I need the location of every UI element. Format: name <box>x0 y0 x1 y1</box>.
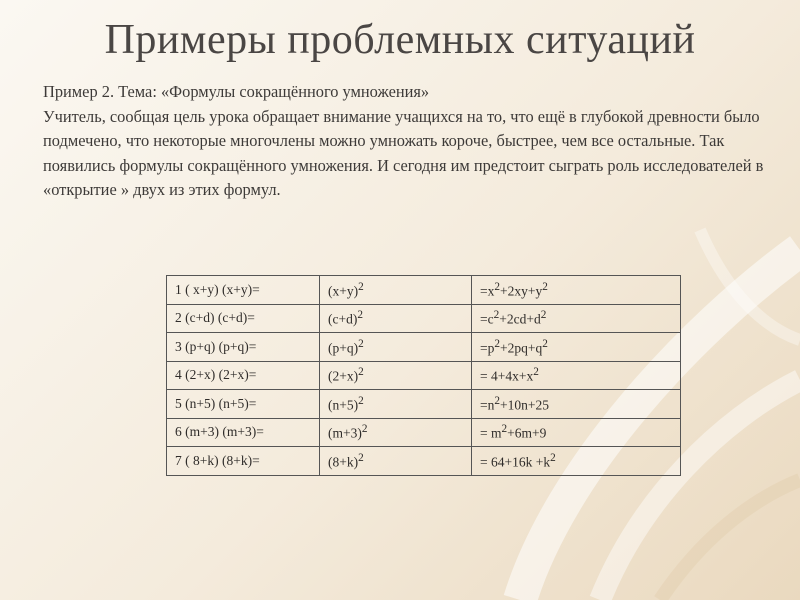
formula-table <box>166 275 681 476</box>
cell-expression: 3 (p+q) (p+q)= <box>167 333 320 362</box>
table-row <box>167 361 681 390</box>
exponent: 2 <box>358 280 364 293</box>
table-row <box>167 276 681 305</box>
exponent: 2 <box>493 309 500 321</box>
cell-expression: 1 ( x+y) (x+y)= <box>167 276 320 305</box>
table-row <box>167 447 681 476</box>
slide-title: Примеры проблемных ситуаций <box>104 17 696 63</box>
cell-square: $(2+x)^2$ <box>320 361 472 390</box>
cell-expression: 2 (c+d) (c+d)= <box>167 304 320 333</box>
exponent: 2 <box>494 280 500 293</box>
cell-expansion: = $m^2+6m+9$ <box>472 418 681 447</box>
cell-square: $(m+3)^2$ <box>320 418 472 447</box>
cell-square: $(8+k)^2$ <box>320 447 472 476</box>
exponent: 2 <box>542 280 548 293</box>
cell-square: $(n+5)^2$ <box>320 390 472 419</box>
cell-expression: 5 (n+5) (n+5)= <box>167 390 320 419</box>
table-row <box>167 333 681 362</box>
exponent: 2 <box>494 394 500 407</box>
table-row <box>167 304 681 333</box>
cell-expansion: $=x^2+2xy+y^2$ <box>472 276 681 305</box>
exponent: 2 <box>358 337 364 350</box>
exponent: 2 <box>358 366 364 378</box>
table-row <box>167 390 681 419</box>
cell-expansion: $=c^2+2cd+d^2$ <box>472 304 681 333</box>
slide-subtitle: Пример 2. Тема: «Формулы сокращённого умножения» <box>43 82 430 101</box>
cell-expansion: $=p^2+2pq+q^2$ <box>472 333 681 362</box>
formula-table-body <box>167 276 681 476</box>
cell-square: $(p+q)^2$ <box>320 333 472 362</box>
exponent: 2 <box>533 366 539 378</box>
exponent: 2 <box>542 337 548 350</box>
exponent: 2 <box>550 451 556 464</box>
cell-expression: 6 (m+3) (m+3)= <box>167 418 320 447</box>
cell-expansion: = $64+16k +k^2$ <box>472 447 681 476</box>
slide-text <box>43 80 773 203</box>
exponent: 2 <box>494 337 500 350</box>
exponent: 2 <box>358 451 364 464</box>
exponent: 2 <box>501 423 508 435</box>
slide-body: Учитель, сообщая цель урока обращает внимание учащихся на то, что ещё в глубокой древности было подмечено, что некоторые многочлены можно умножать короче, быстрее, чем все остальные. Так появились формулы сокращённого умножения. И сегодня им предстоит сыграть роль исследователей в «открытие » двух из этих формул. <box>43 106 764 199</box>
exponent: 2 <box>361 423 368 435</box>
cell-expression: 7 ( 8+k) (8+k)= <box>167 447 320 476</box>
cell-square: $(c+d)^2$ <box>320 304 472 333</box>
exponent: 2 <box>540 309 547 321</box>
cell-expansion: $=n^2+10n+25$ <box>472 390 681 419</box>
cell-expansion: = $4+4x+x^2$ <box>472 361 681 390</box>
cell-square: $(x+y)^2$ <box>320 276 472 305</box>
table-row <box>167 418 681 447</box>
exponent: 2 <box>358 394 364 407</box>
exponent: 2 <box>357 309 363 321</box>
cell-expression: 4 (2+x) (2+x)= <box>167 361 320 390</box>
